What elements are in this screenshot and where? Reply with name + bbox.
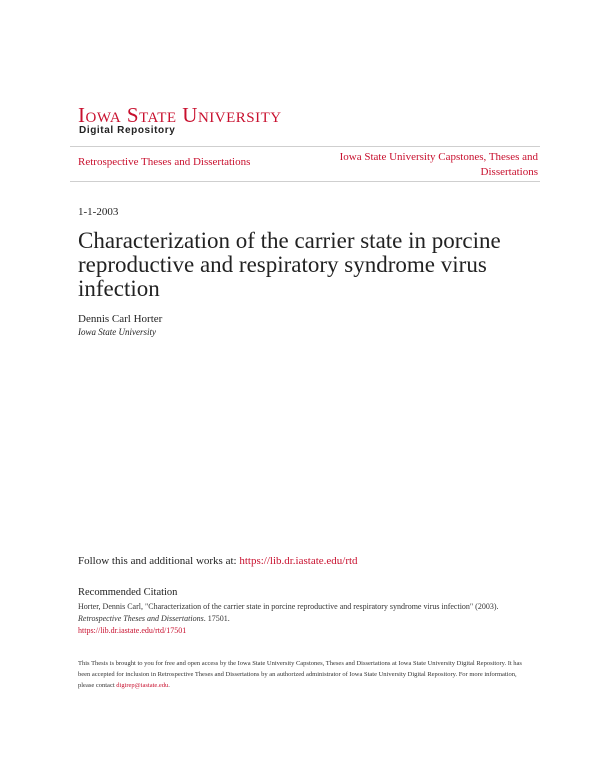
divider-top: [70, 146, 540, 147]
citation-text: [78, 601, 528, 637]
citation-series-suffix: . 17501.: [203, 614, 230, 623]
repository-logo-subtitle: Digital Repository: [79, 125, 176, 136]
author-affiliation: Iowa State University: [78, 327, 156, 337]
follow-text: Follow this and additional works at:: [78, 555, 240, 567]
divider-bottom: [70, 181, 540, 182]
notice-end: .: [168, 682, 170, 689]
contact-email-link[interactable]: digirep@iastate.edu: [116, 682, 169, 689]
document-title: Characterization of the carrier state in porcine reproductive and respiratory syndrome virus infection: [78, 228, 501, 301]
follow-link[interactable]: https://lib.dr.iastate.edu/rtd: [239, 555, 358, 567]
citation-line: Horter, Dennis Carl, "Characterization of the carrier state in porcine reproductive and respiratory syndrome virus infection" (2003).: [78, 602, 499, 611]
series-link-capstones[interactable]: Iowa State University Capstones, Theses and Dissertations: [339, 151, 538, 178]
author-name: Dennis Carl Horter: [78, 313, 163, 325]
recommended-citation-heading: Recommended Citation: [78, 587, 178, 598]
university-logo[interactable]: Iowa State University: [78, 103, 282, 127]
series-link-retrospective[interactable]: Retrospective Theses and Dissertations: [78, 156, 251, 168]
citation-link[interactable]: https://lib.dr.iastate.edu/rtd/17501: [78, 626, 187, 635]
access-notice: [78, 658, 528, 691]
follow-works-line: [78, 555, 358, 567]
citation-series: Retrospective Theses and Dissertations: [78, 614, 204, 623]
publication-date: 1-1-2003: [78, 206, 119, 218]
notice-text: This Thesis is brought to you for free and open access by the Iowa State University Capstones, Theses and Dissertations at Iowa State University Digital Repository. It has been accepted for inclusion in Retrospective Theses and Dissertations by an authorized administrator of Iowa State University Digital Repository. For more information, please contact: [78, 660, 522, 689]
